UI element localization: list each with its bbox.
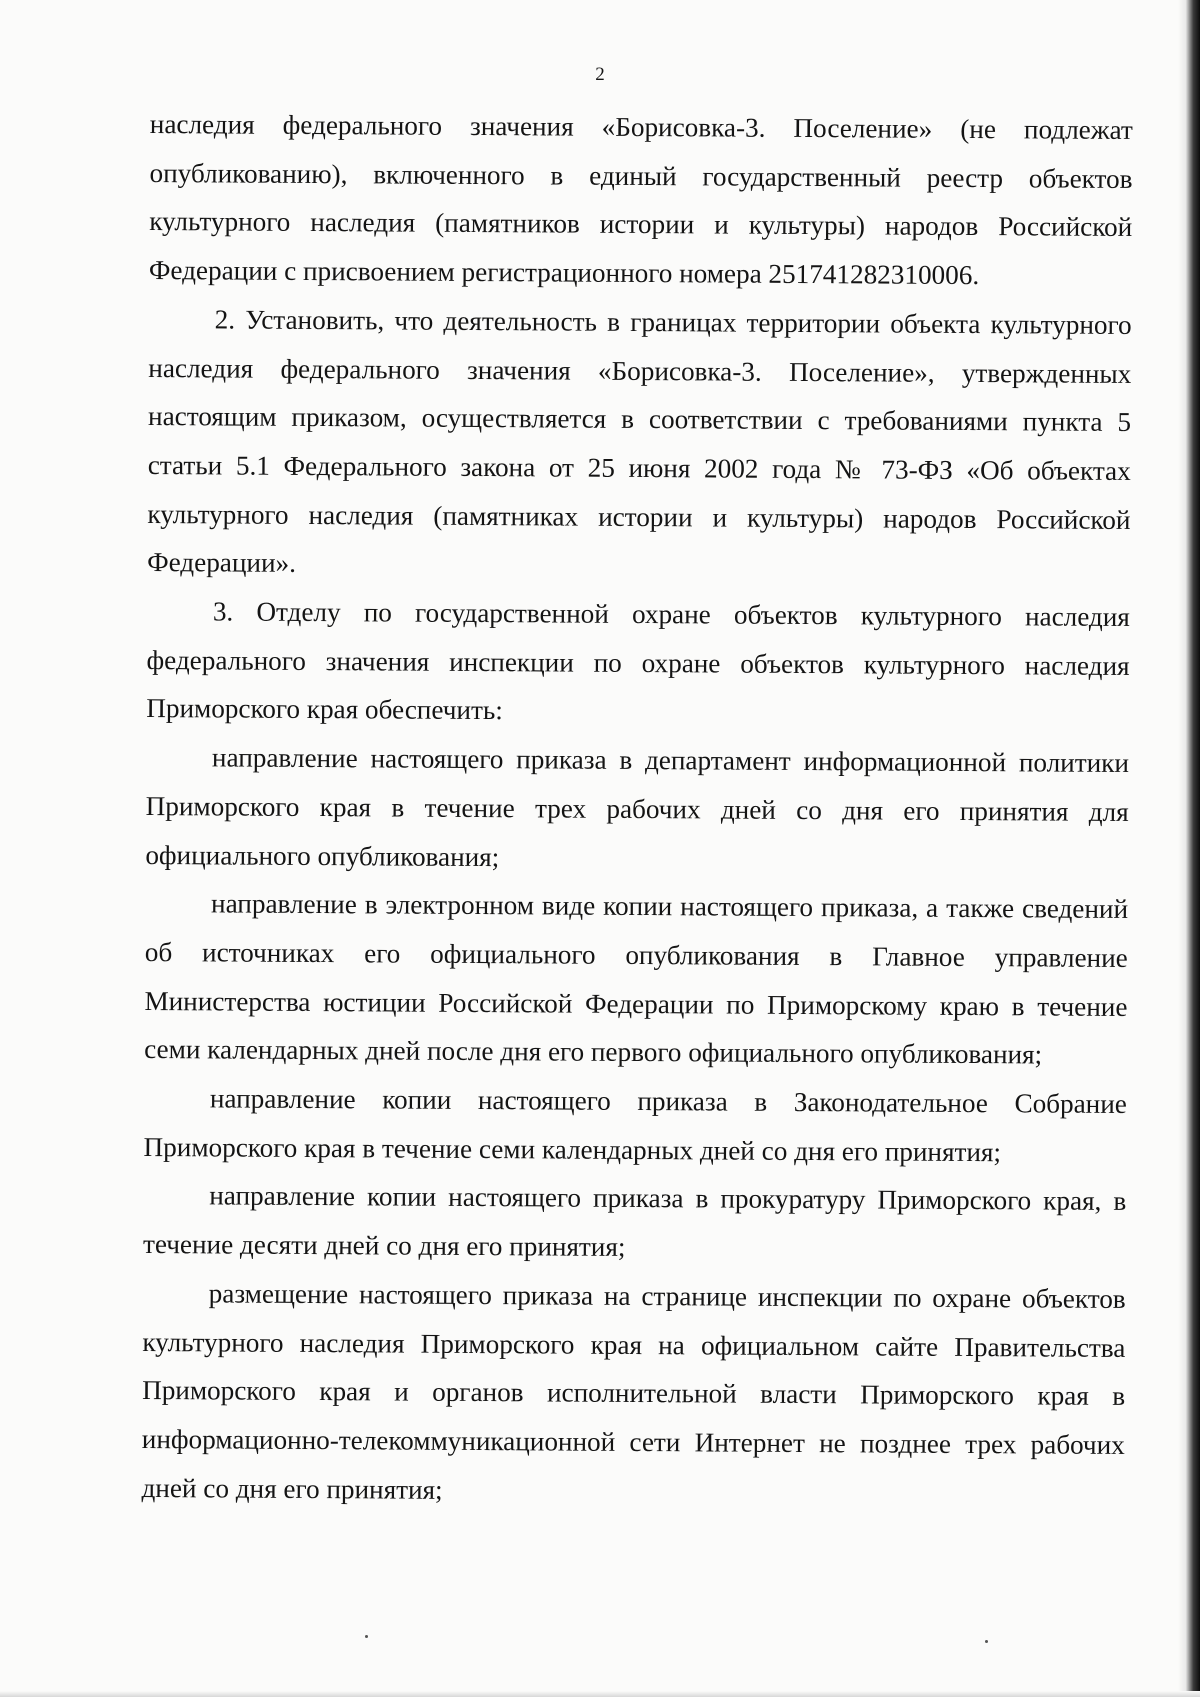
text-line: Приморского края в течение семи календарных дней со дня его принятия; (143, 1131, 1002, 1167)
text-line: 73-ФЗ «Об объектах культурного наследия (памятниках истории и культуры) (147, 454, 1131, 533)
scan-speck (985, 1640, 988, 1643)
page-number: 2 (595, 64, 605, 85)
text-line: Приморского края в информационно-телекоммуникационной сети Интернет (141, 1379, 1126, 1459)
paragraph-subitem-prosecutor-office (143, 1171, 1127, 1274)
paragraph-subitem-publication-department (145, 733, 1129, 885)
paragraph-item-3 (146, 587, 1130, 739)
scan-bottom-edge (0, 1691, 1200, 1697)
text-line: политики Приморского края в течение трех рабочих дней со дня его принятия (145, 747, 1130, 827)
text-line: опубликованию), включенного в единый государственный реестр объектов (149, 157, 1133, 194)
text-line: утвержденных настоящим приказом, осуществляется в соответствии с (147, 357, 1132, 436)
text-line: 3. Отделу по государственной охране объектов культурного наследия (212, 596, 1130, 633)
text-line: в течение десяти дней со дня его принятия; (142, 1186, 1127, 1263)
text-line: объектов культурного наследия Приморского края на официальном сайте (142, 1283, 1126, 1362)
paragraph-subitem-legislative-assembly (143, 1074, 1127, 1177)
text-line: 2. Установить, что деятельность в границах территории объекта (214, 304, 981, 339)
text-line: направление настоящего приказа в департамент информационной (211, 742, 1007, 778)
text-line: номера 251741282310006. (679, 258, 980, 291)
scan-edge-shadow (1178, 0, 1200, 1697)
text-line: краю в течение семи календарных дней после дня его первого официального (144, 990, 1128, 1069)
text-line: Правительства Приморского края и органов исполнительной власти (142, 1331, 1126, 1410)
text-line: наследия федерального значения «Борисовка-3. Поселение» (не подлежат (149, 108, 1133, 146)
text-line: требованиями пункта 5 статьи 5.1 Федерального закона от 25 июня 2002 года № (147, 405, 1132, 485)
text-line: культурного наследия федерального значения «Борисовка-3. Поселение», (148, 308, 1132, 388)
paragraph-item-2 (147, 295, 1132, 593)
text-line: направление копии настоящего приказа в прокуратуру Приморского края, (209, 1180, 1102, 1217)
text-line: размещение настоящего приказа на странице инспекции по охране (208, 1278, 1012, 1314)
scan-speck (365, 1635, 368, 1638)
text-line: Федерации с присвоением регистрационного (148, 255, 673, 289)
text-line: федерального значения инспекции по охране объектов культурного наследия (146, 644, 1130, 681)
text-line: направление копии настоящего приказа в Законодательное Собрание (209, 1083, 1127, 1120)
paragraph-subitem-website-publication (141, 1269, 1125, 1519)
text-line: для официального опубликования; (145, 796, 1129, 872)
document-body (141, 100, 1133, 1518)
paragraph-registry-continuation (149, 100, 1133, 301)
text-line: сведений об источниках его официального опубликования в Главное (144, 893, 1129, 972)
text-line: направление в электронном виде копии настоящего приказа, а также (211, 888, 1015, 924)
text-line: не позднее трех рабочих дней со дня его принятия; (141, 1428, 1125, 1505)
text-line: управление Министерства юстиции Российской Федерации по Приморскому (144, 942, 1128, 1021)
text-line: опубликования; (860, 1038, 1043, 1070)
paragraph-subitem-ministry-of-justice (144, 879, 1128, 1080)
text-line: народов Российской Федерации». (147, 503, 1131, 579)
text-line: культурного наследия (памятников истории и культуры) народов Российской (149, 206, 1133, 243)
text-line: Приморского края обеспечить: (146, 693, 503, 726)
